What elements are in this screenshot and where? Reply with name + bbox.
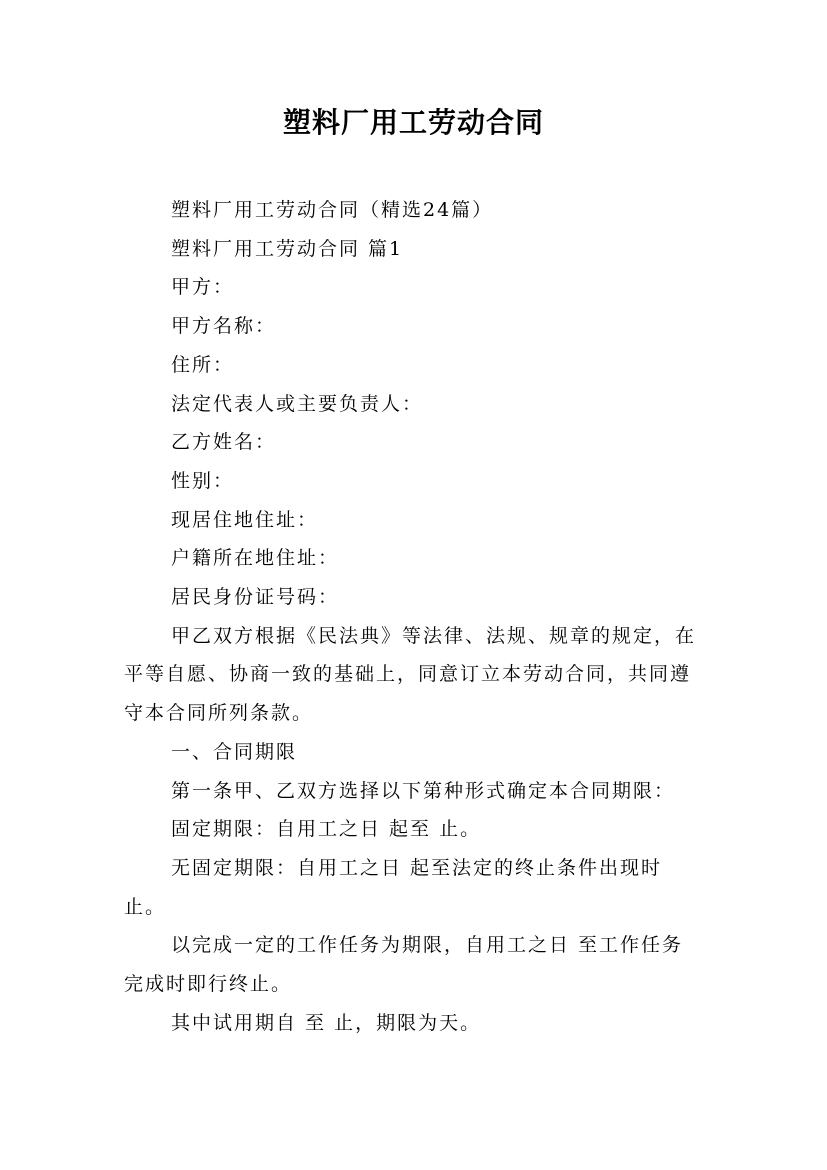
field-legal-representative: 法定代表人或主要负责人：: [171, 392, 424, 415]
paragraph-agreement: 甲乙双方根据《民法典》等法律、法规、规章的规定，在平等自愿、协商一致的基础上，同意订立本劳动合同，共同遵守本合同所列条款。: [124, 624, 697, 725]
paragraph-subtitle: 塑料厂用工劳动合同（精选24篇）: [171, 199, 494, 221]
field-id-number: 居民身份证号码：: [171, 586, 340, 609]
clause-task-term: 以完成一定的工作任务为期限，自用工之日 至工作任务完成时即行终止。: [124, 934, 684, 996]
field-current-address: 现居住地住址：: [171, 508, 319, 531]
document-body: [124, 191, 704, 1042]
field-party-a-name: 甲方名称：: [171, 315, 277, 338]
field-party-a: 甲方：: [171, 276, 235, 299]
field-party-b-name: 乙方姓名：: [171, 431, 277, 454]
clause-article-1: 第一条甲、乙双方选择以下第种形式确定本合同期限：: [171, 779, 676, 802]
clause-open-term: 无固定期限：自用工之日 起至法定的终止条件出现时止。: [124, 856, 663, 918]
field-address: 住所：: [171, 353, 235, 376]
clause-fixed-term: 固定期限：自用工之日 起至 止。: [171, 818, 482, 841]
section-contract-term: 一、合同期限: [171, 740, 298, 763]
clause-probation: 其中试用期自 至 止，期限为天。: [171, 1011, 482, 1034]
field-gender: 性别：: [171, 469, 235, 492]
paragraph-section-heading: 塑料厂用工劳动合同 篇1: [171, 237, 404, 260]
document-title: 塑料厂用工劳动合同: [282, 106, 544, 139]
field-household-address: 户籍所在地住址：: [171, 547, 340, 570]
